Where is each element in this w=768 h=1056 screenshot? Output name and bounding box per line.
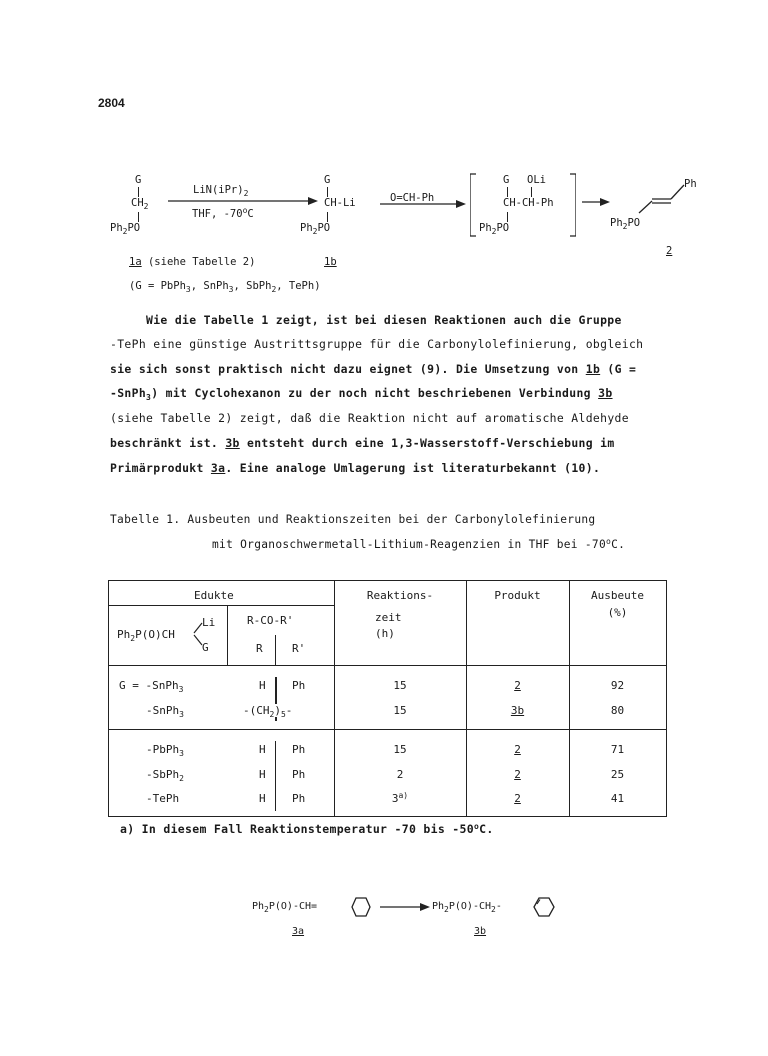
g-label: G	[135, 174, 142, 186]
text-line: Primärprodukt 3a. Eine analoge Umlagerung ist literaturbekannt (10).	[110, 461, 601, 475]
header-edukte: Edukte	[194, 589, 234, 602]
compound-2-label: 2	[666, 245, 673, 257]
row-r-prime: Ph	[292, 679, 306, 692]
header-r: R	[256, 642, 263, 655]
reagent-lin: $LiN(iPr)_2$	[193, 184, 249, 198]
rule	[275, 741, 276, 811]
row-g: -SbPh$_2$	[146, 768, 184, 783]
caption-line-1: Tabelle 1. Ausbeuten und Reaktionszeiten bei der Carbonylolefinierung	[110, 513, 596, 526]
bond	[531, 187, 532, 197]
ph-group: Ph	[684, 178, 697, 190]
vinyl-bonds	[624, 183, 690, 217]
header-rcor: R-CO-R'	[247, 614, 294, 627]
row-ausbeute: 41	[610, 792, 625, 805]
bond	[138, 187, 139, 197]
reaction-arrow-1	[168, 196, 318, 206]
ch2-group: $CH_2$	[131, 197, 149, 211]
reagent-benzaldehyde: O=CH-Ph	[390, 192, 435, 204]
row-ausbeute: 71	[610, 743, 625, 756]
row-produkt: 2	[514, 792, 521, 805]
header-zeit: Reaktions-	[366, 589, 434, 602]
header-r-prime: R'	[292, 642, 306, 655]
row-r-prime: Ph	[292, 743, 306, 756]
condition-thf: THF, -70$^o$C	[192, 206, 254, 220]
text-line: (siehe Tabelle 2) zeigt, daß die Reaktion nicht auf aromatische Aldehyde	[110, 411, 629, 425]
header-li: Li	[202, 616, 216, 629]
caption-line-2: mit Organoschwermetall-Lithium-Reagenzien in THF bei -70$^o$C.	[212, 537, 626, 551]
reaction-arrow-4	[380, 902, 430, 912]
row-ausbeute: 80	[610, 704, 625, 717]
compound-3b: $Ph_2P(O)-CH_2-$	[432, 901, 502, 914]
ph2po-group: $Ph_2PO$	[110, 222, 141, 236]
branch-lines	[193, 621, 205, 647]
text-line: sie sich sonst praktisch nicht dazu eignet (9). Die Umsetzung von 1b (G =	[110, 362, 637, 376]
row-zeit: 2	[396, 768, 404, 781]
row-r: H	[259, 679, 266, 692]
g-label: G	[324, 174, 331, 186]
row-g: -TePh	[146, 792, 180, 805]
row-produkt: 3b	[510, 704, 525, 717]
row-r-prime: Ph	[292, 768, 306, 781]
header-g: G	[202, 641, 209, 654]
rule	[227, 605, 228, 665]
bond	[138, 212, 139, 222]
row-ausbeute: 25	[610, 768, 625, 781]
row-r: H	[259, 743, 266, 756]
bond	[327, 212, 328, 222]
data-table	[108, 580, 667, 817]
oli-group: OLi	[527, 174, 546, 186]
row-ausbeute: 92	[610, 679, 625, 692]
rule	[275, 635, 276, 665]
cyclohexylidene-ring	[346, 895, 372, 919]
row-g: -PbPh$_3$	[146, 743, 184, 758]
header-zeit-unit: (h)	[375, 627, 395, 640]
row-zeit: 15	[393, 679, 407, 692]
row-zeit: 15	[393, 743, 407, 756]
compound-3a: $Ph_2P(O)-CH=$	[252, 901, 318, 914]
g-label: G	[503, 174, 510, 186]
table-footnote: a) In diesem Fall Reaktionstemperatur -70 bis -50$^o$C.	[120, 822, 494, 836]
row-produkt: 2	[514, 768, 521, 781]
rule	[109, 665, 666, 666]
g-definition: (G = PbPh$_3$, SnPh$_3$, SbPh$_2$, TePh)	[129, 280, 321, 294]
bond	[327, 187, 328, 197]
row-produkt: 2	[514, 679, 521, 692]
bond	[507, 212, 508, 222]
ch-ch-ph-group: CH-CH-Ph	[503, 197, 554, 209]
row-r: H	[259, 792, 266, 805]
reaction-arrow-3	[582, 197, 610, 207]
row-g: -SnPh$_3$	[146, 704, 184, 719]
row-r-prime: Ph	[292, 792, 306, 805]
text-line: beschränkt ist. 3b entsteht durch eine 1,3-Wasserstoff-Verschiebung im	[110, 436, 615, 450]
header-reagent: $Ph_2P(O)CH$	[117, 628, 175, 643]
row-g: G = -SnPh$_3$	[119, 679, 184, 694]
ph2po-group: $Ph_2PO$	[300, 222, 331, 236]
label-1b: 1b	[324, 256, 337, 268]
page-number: 2804	[98, 96, 125, 110]
row-zeit: 15	[393, 704, 407, 717]
header-zeit: zeit	[375, 611, 402, 624]
cyclohexenyl-ring	[530, 895, 558, 919]
text-line: Wie die Tabelle 1 zeigt, ist bei diesen Reaktionen auch die Gruppe	[146, 313, 622, 327]
header-produkt: Produkt	[494, 589, 541, 602]
header-ausbeute-unit: (%)	[607, 606, 628, 619]
reaction-arrow-2	[380, 199, 466, 209]
rule	[109, 729, 666, 730]
text-line: -TePh eine günstige Austrittsgruppe für die Carbonylolefinierung, obgleich	[110, 337, 644, 351]
label-1a: 1a (siehe Tabelle 2)	[129, 256, 256, 268]
text-line: -SnPh$_3$) mit Cyclohexanon zu der noch nicht beschriebenen Verbindung 3b	[110, 386, 613, 402]
bond	[507, 187, 508, 197]
row-r: $-(CH_2)_5-$	[243, 704, 293, 719]
ph2po-group: $Ph_2PO$	[610, 217, 641, 231]
label-3b: 3b	[474, 926, 487, 937]
row-produkt: 2	[514, 743, 521, 756]
rule	[109, 605, 334, 606]
row-r: H	[259, 768, 266, 781]
header-ausbeute: Ausbeute	[591, 589, 644, 602]
label-3a: 3a	[292, 926, 305, 937]
ch-li-group: CH-Li	[324, 197, 356, 209]
ph2po-group: $Ph_2PO$	[479, 222, 510, 236]
row-zeit: 3$^{a)}$	[391, 791, 409, 805]
